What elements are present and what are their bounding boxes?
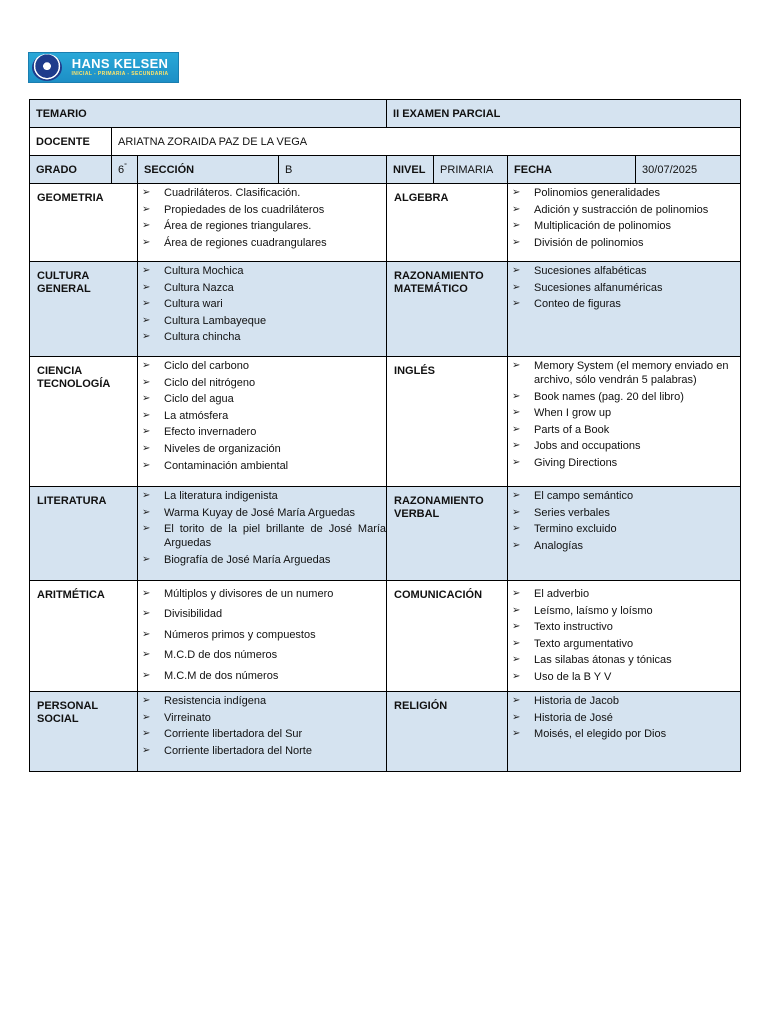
- topic-item: [138, 203, 386, 217]
- topic-text: Sucesiones alfanuméricas: [534, 281, 663, 294]
- topic-list: [508, 694, 740, 741]
- topic-item: [138, 330, 386, 344]
- topic-text: Cultura Nazca: [164, 281, 234, 294]
- topic-list-cell: [508, 262, 741, 357]
- topic-text: La atmósfera: [164, 409, 229, 422]
- topic-item: [138, 264, 386, 278]
- topic-list: [138, 587, 386, 683]
- arrow-right-icon: ➢: [142, 649, 151, 661]
- topic-text: M.C.M de dos números: [164, 669, 279, 682]
- topic-text: Moisés, el elegido por Dios: [534, 728, 667, 741]
- arrow-right-icon: ➢: [512, 670, 521, 682]
- topic-text: La literatura indigenista: [164, 490, 278, 502]
- arrow-right-icon: ➢: [142, 298, 151, 310]
- topic-list-cell: [138, 357, 387, 487]
- topic-text: Giving Directions: [534, 456, 618, 469]
- subject-name: LITERATURA: [30, 487, 138, 581]
- topic-list-cell: [138, 581, 387, 692]
- subject-name: ALGEBRA: [387, 184, 508, 262]
- topic-item: [138, 236, 386, 250]
- topic-item: [138, 607, 386, 621]
- arrow-right-icon: ➢: [512, 490, 521, 501]
- arrow-right-icon: ➢: [142, 203, 151, 215]
- seccion-label: SECCIÓN: [138, 156, 279, 184]
- grado-number: 6: [118, 163, 125, 176]
- topic-text: El campo semántico: [534, 490, 634, 502]
- topic-item: [138, 506, 386, 520]
- topic-list-cell: [508, 487, 741, 581]
- topic-item: [138, 219, 386, 233]
- arrow-right-icon: ➢: [512, 523, 521, 535]
- syllabus-table: [29, 99, 741, 772]
- topic-item: [508, 439, 740, 453]
- topic-list-cell: [138, 692, 387, 772]
- topic-text: Área de regiones cuadrangulares: [164, 236, 327, 249]
- fecha-value: 30/07/2025: [636, 156, 741, 184]
- arrow-right-icon: ➢: [512, 506, 521, 518]
- topic-item: [138, 442, 386, 456]
- topic-item: [508, 539, 740, 553]
- topic-item: [508, 711, 740, 725]
- topic-text: El adverbio: [534, 588, 590, 600]
- topic-item: [138, 489, 386, 503]
- temario-label: TEMARIO: [30, 100, 387, 128]
- arrow-right-icon: ➢: [142, 628, 151, 640]
- arrow-right-icon: ➢: [142, 376, 151, 388]
- arrow-right-icon: ➢: [142, 187, 151, 198]
- arrow-right-icon: ➢: [142, 409, 151, 421]
- fecha-label: FECHA: [508, 156, 636, 184]
- topic-text: Analogías: [534, 539, 583, 552]
- topic-item: [138, 744, 386, 758]
- topic-item: [138, 727, 386, 741]
- topic-list: [508, 587, 740, 684]
- topic-list: [138, 489, 386, 567]
- topic-item: [138, 376, 386, 390]
- arrow-right-icon: ➢: [142, 523, 151, 535]
- subject-row: [30, 262, 741, 357]
- topic-text: Series verbales: [534, 506, 610, 519]
- subject-name: INGLÉS: [387, 357, 508, 487]
- nivel-label: NIVEL: [387, 156, 434, 184]
- grado-label: GRADO: [30, 156, 112, 184]
- arrow-right-icon: ➢: [512, 604, 521, 616]
- topic-item: [508, 637, 740, 651]
- topic-text: Virreinato: [164, 711, 211, 724]
- topic-list: [508, 264, 740, 311]
- arrow-right-icon: ➢: [512, 728, 521, 740]
- topic-item: [508, 186, 740, 200]
- arrow-right-icon: ➢: [512, 236, 521, 248]
- topic-text: Cultura Lambayeque: [164, 314, 267, 327]
- arrow-right-icon: ➢: [512, 298, 521, 310]
- subject-name: RAZONAMIENTO VERBAL: [387, 487, 508, 581]
- topic-item: [508, 297, 740, 311]
- subject-name: RAZONAMIENTO MATEMÁTICO: [387, 262, 508, 357]
- arrow-right-icon: ➢: [142, 314, 151, 326]
- arrow-right-icon: ➢: [512, 621, 521, 633]
- topic-item: [138, 281, 386, 295]
- topic-text: Book names (pag. 20 del libro): [534, 390, 684, 403]
- subject-name: CULTURA GENERAL: [30, 262, 138, 357]
- topic-list: [508, 489, 740, 553]
- arrow-right-icon: ➢: [512, 440, 521, 452]
- topic-list-cell: [508, 581, 741, 692]
- topic-text: Cultura wari: [164, 298, 223, 311]
- topic-item: [138, 186, 386, 200]
- arrow-right-icon: ➢: [142, 442, 151, 454]
- subject-name: PERSONAL SOCIAL: [30, 692, 138, 772]
- topic-text: Adición y sustracción de polinomios: [534, 203, 709, 216]
- topic-list: [138, 264, 386, 344]
- arrow-right-icon: ➢: [512, 220, 521, 232]
- topic-text: Cultura chincha: [164, 331, 241, 344]
- arrow-right-icon: ➢: [142, 490, 151, 501]
- topic-item: [508, 219, 740, 233]
- topic-text: Ciclo del nitrógeno: [164, 376, 256, 389]
- topic-text: Multiplicación de polinomios: [534, 220, 672, 233]
- subject-row: [30, 692, 741, 772]
- arrow-right-icon: ➢: [142, 669, 151, 681]
- topic-text: Sucesiones alfabéticas: [534, 265, 647, 277]
- topic-item: [508, 727, 740, 741]
- subject-name: ARITMÉTICA: [30, 581, 138, 692]
- arrow-right-icon: ➢: [512, 360, 521, 371]
- topic-item: [138, 628, 386, 642]
- subject-name: COMUNICACIÓN: [387, 581, 508, 692]
- topic-item: [508, 522, 740, 536]
- topic-text: Divisibilidad: [164, 608, 223, 621]
- syllabus-document: [29, 99, 740, 772]
- topic-item: [508, 587, 740, 601]
- topic-item: [138, 553, 386, 567]
- topic-list-cell: [138, 184, 387, 262]
- arrow-right-icon: ➢: [512, 456, 521, 468]
- topic-text: Ciclo del agua: [164, 393, 234, 406]
- topic-item: [508, 506, 740, 520]
- docente-value: ARIATNA ZORAIDA PAZ DE LA VEGA: [112, 128, 741, 156]
- topic-text: Cuadriláteros. Clasificación.: [164, 187, 301, 199]
- topic-text: Leísmo, laísmo y loísmo: [534, 604, 653, 617]
- topic-text: Conteo de figuras: [534, 298, 621, 311]
- title-row: [30, 100, 741, 128]
- topic-list-cell: [508, 357, 741, 487]
- topic-text: Texto instructivo: [534, 621, 613, 634]
- topic-text: Propiedades de los cuadriláteros: [164, 203, 325, 216]
- arrow-right-icon: ➢: [512, 637, 521, 649]
- arrow-right-icon: ➢: [512, 281, 521, 293]
- logo-subtitle: INICIAL - PRIMARIA - SECUNDARIA: [71, 71, 169, 77]
- topic-item: [138, 694, 386, 708]
- seccion-value: B: [279, 156, 387, 184]
- topic-text: Números primos y compuestos: [164, 628, 316, 641]
- topic-item: [508, 281, 740, 295]
- docente-row: [30, 128, 741, 156]
- docente-label: DOCENTE: [30, 128, 112, 156]
- subject-name: RELIGIÓN: [387, 692, 508, 772]
- topic-item: [138, 297, 386, 311]
- arrow-right-icon: ➢: [142, 588, 151, 599]
- topic-item: [508, 423, 740, 437]
- topic-item: [508, 406, 740, 420]
- topic-text: División de polinomios: [534, 236, 644, 249]
- topic-item: [508, 604, 740, 618]
- topic-list: [138, 694, 386, 758]
- arrow-right-icon: ➢: [142, 393, 151, 405]
- topic-text: Ciclo del carbono: [164, 360, 249, 372]
- arrow-right-icon: ➢: [142, 506, 151, 518]
- topic-text: Jobs and occupations: [534, 440, 641, 453]
- arrow-right-icon: ➢: [512, 654, 521, 666]
- exam-title: II EXAMEN PARCIAL: [387, 100, 741, 128]
- topic-text: Resistencia indígena: [164, 695, 267, 707]
- arrow-right-icon: ➢: [512, 588, 521, 599]
- topic-item: [138, 425, 386, 439]
- topic-text: Historia de Jacob: [534, 695, 620, 707]
- topic-text: Historia de José: [534, 711, 613, 724]
- topic-list: [508, 186, 740, 250]
- topic-text: M.C.D de dos números: [164, 649, 278, 662]
- arrow-right-icon: ➢: [142, 608, 151, 620]
- arrow-right-icon: ➢: [512, 711, 521, 723]
- topic-text: Termino excluido: [534, 523, 617, 536]
- topic-text: When I grow up: [534, 407, 612, 420]
- topic-item: [138, 711, 386, 725]
- topic-item: [508, 203, 740, 217]
- topic-text: Polinomios generalidades: [534, 187, 661, 199]
- topic-item: [138, 359, 386, 373]
- subject-name: GEOMETRIA: [30, 184, 138, 262]
- subject-row: [30, 487, 741, 581]
- topic-text: Efecto invernadero: [164, 426, 257, 439]
- topic-text: Cultura Mochica: [164, 265, 244, 277]
- arrow-right-icon: ➢: [512, 187, 521, 198]
- topic-text: El torito de la piel brillante de José María Arguedas: [164, 523, 387, 550]
- topic-list: [508, 359, 740, 470]
- topic-item: [508, 694, 740, 708]
- topic-item: [508, 653, 740, 667]
- arrow-right-icon: ➢: [142, 695, 151, 706]
- topic-text: Contaminación ambiental: [164, 459, 289, 472]
- arrow-right-icon: ➢: [142, 459, 151, 471]
- topic-item: [138, 459, 386, 473]
- grado-value: [112, 156, 138, 184]
- topic-text: Corriente libertadora del Norte: [164, 744, 312, 757]
- topic-item: [508, 456, 740, 470]
- arrow-right-icon: ➢: [142, 236, 151, 248]
- topic-item: [138, 587, 386, 601]
- arrow-right-icon: ➢: [142, 220, 151, 232]
- arrow-right-icon: ➢: [512, 265, 521, 276]
- arrow-right-icon: ➢: [142, 711, 151, 723]
- arrow-right-icon: ➢: [142, 426, 151, 438]
- grado-degree: °: [124, 162, 127, 170]
- subject-row: [30, 357, 741, 487]
- topic-list-cell: [138, 487, 387, 581]
- grado-row: [30, 156, 741, 184]
- arrow-right-icon: ➢: [512, 695, 521, 706]
- arrow-right-icon: ➢: [512, 390, 521, 402]
- topic-list: [138, 359, 386, 473]
- topic-text: Uso de la B Y V: [534, 670, 612, 683]
- topic-item: [138, 522, 386, 550]
- topic-item: [508, 390, 740, 404]
- topic-item: [138, 409, 386, 423]
- topic-list-cell: [508, 184, 741, 262]
- arrow-right-icon: ➢: [142, 281, 151, 293]
- school-crest-icon: [32, 54, 62, 81]
- arrow-right-icon: ➢: [142, 744, 151, 756]
- topic-item: [508, 670, 740, 684]
- topic-item: [138, 314, 386, 328]
- logo-name: HANS KELSEN: [71, 56, 169, 71]
- topic-text: Corriente libertadora del Sur: [164, 728, 303, 741]
- arrow-right-icon: ➢: [142, 331, 151, 343]
- topic-item: [508, 236, 740, 250]
- arrow-right-icon: ➢: [142, 728, 151, 740]
- topic-item: [508, 359, 740, 387]
- school-logo: [28, 52, 179, 83]
- arrow-right-icon: ➢: [142, 265, 151, 276]
- subject-name: CIENCIA TECNOLOGÍA: [30, 357, 138, 487]
- arrow-right-icon: ➢: [512, 423, 521, 435]
- topic-item: [138, 392, 386, 406]
- topic-text: Warma Kuyay de José María Arguedas: [164, 506, 355, 519]
- arrow-right-icon: ➢: [142, 553, 151, 565]
- arrow-right-icon: ➢: [512, 407, 521, 419]
- topic-text: Biografía de José María Arguedas: [164, 553, 331, 566]
- topic-text: Las silabas átonas y tónicas: [534, 654, 672, 667]
- topic-text: Memory System (el memory enviado en archivo, sólo vendrán 5 palabras): [534, 360, 729, 386]
- topic-text: Múltiplos y divisores de un numero: [164, 588, 334, 600]
- topic-text: Área de regiones triangulares.: [164, 220, 312, 233]
- topic-item: [508, 489, 740, 503]
- arrow-right-icon: ➢: [142, 360, 151, 371]
- topic-text: Niveles de organización: [164, 442, 281, 455]
- topic-list-cell: [138, 262, 387, 357]
- arrow-right-icon: ➢: [512, 539, 521, 551]
- topic-item: [138, 648, 386, 662]
- topic-text: Parts of a Book: [534, 423, 610, 436]
- topic-item: [508, 620, 740, 634]
- topic-item: [138, 669, 386, 683]
- arrow-right-icon: ➢: [512, 203, 521, 215]
- nivel-value: PRIMARIA: [434, 156, 508, 184]
- topic-list-cell: [508, 692, 741, 772]
- topic-item: [508, 264, 740, 278]
- topic-text: Texto argumentativo: [534, 637, 634, 650]
- subject-row: [30, 581, 741, 692]
- subject-row: [30, 184, 741, 262]
- topic-list: [138, 186, 386, 250]
